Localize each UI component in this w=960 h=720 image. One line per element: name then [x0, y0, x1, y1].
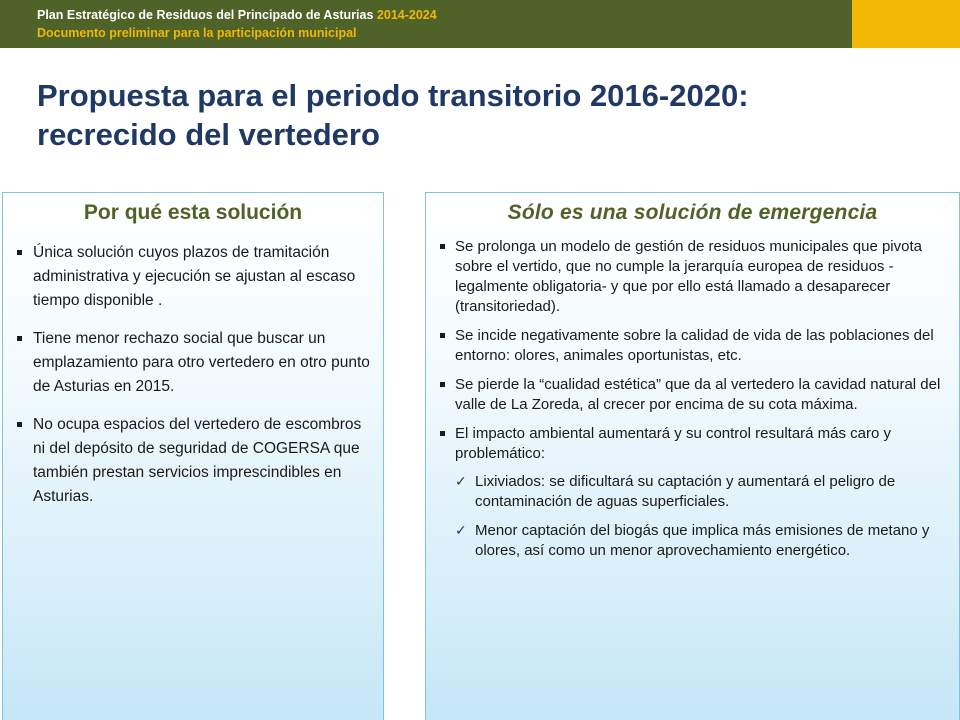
square-bullet-icon	[440, 244, 445, 249]
header-plan-title	[37, 8, 437, 22]
header-bar	[0, 0, 852, 48]
why-bullet-item	[3, 241, 383, 313]
emergency-bullet-item	[426, 375, 959, 415]
header-plan-name: Plan Estratégico de Residuos del Principado de Asturias	[37, 8, 374, 22]
square-bullet-icon	[440, 382, 445, 387]
emergency-bullet-text: Se pierde la “cualidad estética” que da al vertedero la cavidad natural del valle de La Zoreda, al crecer por encima de su cota máxima.	[455, 376, 941, 413]
why-bullet-list	[3, 241, 383, 509]
why-bullet-text: No ocupa espacios del vertedero de escombros ni del depósito de seguridad de COGERSA que también prestan servicios imprescindibles en Asturias.	[33, 416, 362, 505]
panel-title-why: Por qué esta solución	[83, 201, 303, 224]
checkmark-icon: ✓	[455, 523, 467, 539]
why-bullet-text: Tiene menor rechazo social que buscar un emplazamiento para otro vertedero en otro punto de Asturias en 2015.	[33, 330, 370, 395]
impact-subbullet-item	[455, 521, 951, 561]
square-bullet-icon	[440, 431, 445, 436]
emergency-bullet-item	[426, 326, 959, 366]
header-plan-years: 2014-2024	[376, 8, 437, 22]
emergency-bullet-item	[426, 237, 959, 317]
page-title: Propuesta para el periodo transitorio 2016-2020: recrecido del vertedero	[37, 78, 749, 152]
square-bullet-icon	[17, 250, 22, 255]
panel-why-solution	[2, 192, 384, 720]
impact-subbullet-text: Lixiviados: se dificultará su captación y aumentará el peligro de contaminación de aguas superficiales.	[475, 473, 896, 510]
panel-title-emergency: Sólo es una solución de emergencia	[507, 201, 878, 224]
emergency-bullet-list	[426, 237, 959, 561]
why-bullet-item	[3, 413, 383, 509]
impact-subbullet-item	[455, 472, 951, 512]
emergency-bullet-text: El impacto ambiental aumentará y su control resultará más caro y problemático:	[455, 425, 892, 462]
emergency-bullet-text: Se incide negativamente sobre la calidad de vida de las poblaciones del entorno: olores, animales oportunistas, etc.	[455, 327, 934, 364]
why-bullet-item	[3, 327, 383, 399]
checkmark-icon: ✓	[455, 474, 467, 490]
square-bullet-icon	[17, 422, 22, 427]
header-accent-block	[852, 0, 960, 48]
why-bullet-text: Única solución cuyos plazos de tramitación administrativa y ejecución se ajustan al escaso tiempo disponible .	[33, 244, 356, 309]
impact-subbullet-list	[455, 472, 951, 561]
square-bullet-icon	[17, 336, 22, 341]
header-subtitle: Documento preliminar para la participación municipal	[37, 26, 357, 40]
emergency-bullet-text: Se prolonga un modelo de gestión de residuos municipales que pivota sobre el vertido, que no cumple la jerarquía europea de residuos -legalmente obligatoria- y que por ello está llamado a desaparecer (transitoriedad).	[455, 238, 922, 315]
emergency-bullet-item	[426, 424, 959, 561]
panel-emergency-solution	[425, 192, 960, 720]
square-bullet-icon	[440, 333, 445, 338]
impact-subbullet-text: Menor captación del biogás que implica más emisiones de metano y olores, así como un menor aprovechamiento energético.	[475, 522, 930, 559]
